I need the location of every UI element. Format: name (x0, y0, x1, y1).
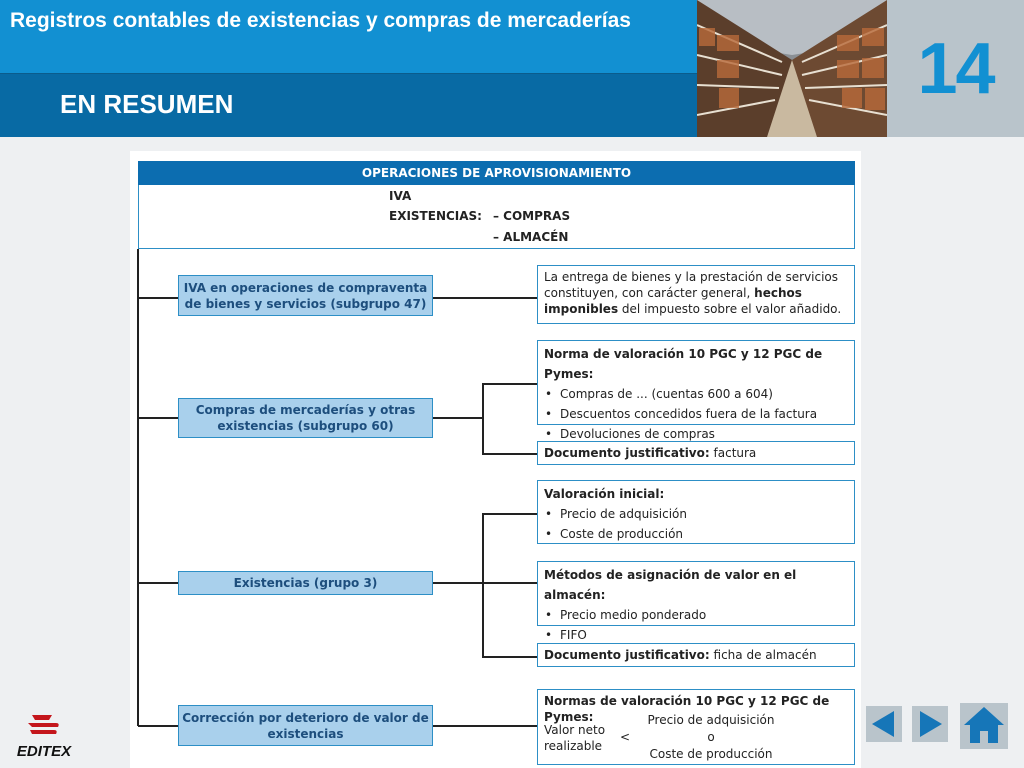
summary-diagram (130, 151, 861, 768)
valoracion-item: • Precio de adquisición (544, 504, 848, 524)
compras-item: • Devoluciones de compras (544, 424, 848, 444)
compras-doc-label: Documento justificativo: (544, 446, 710, 460)
existencias-doc-value: ficha de almacén (713, 648, 817, 662)
existencias-doc-box (537, 643, 855, 667)
o-text: o (707, 730, 715, 744)
valoracion-inicial-box (537, 480, 855, 544)
diagram-title: OPERACIONES DE APROVISIONAMIENTO (138, 161, 855, 185)
metodos-item: • FIFO (544, 625, 848, 645)
connector (138, 297, 180, 299)
slide-subtitle: EN RESUMEN (60, 89, 234, 119)
connector (138, 417, 180, 419)
correccion-normas-title: Normas de valoración 10 PGC y 12 PGC de Pymes: (544, 694, 830, 724)
compras-doc-value: factura (713, 446, 757, 460)
prev-arrow-icon (866, 706, 902, 742)
valor-neto-text: Valor neto realizable (544, 723, 606, 753)
connector (482, 383, 538, 385)
connector (482, 582, 538, 584)
iva-text-pre: La entrega de bienes y la prestación de servicios constituyen, con carácter general, (544, 270, 839, 300)
compras-item: • Descuentos concedidos fuera de la factura (544, 404, 848, 424)
diagram-top-box (138, 185, 855, 249)
existencias-branch-label: Existencias (grupo 3) (178, 571, 433, 595)
home-button[interactable] (960, 703, 1008, 754)
header-title-bar (0, 0, 697, 73)
correccion-normas-box (537, 689, 855, 765)
slide-title: Registros contables de existencias y compras de mercaderías (10, 9, 631, 32)
unit-number-panel (887, 0, 1024, 137)
connector (482, 513, 484, 657)
compras-norma-title: Norma de valoración 10 PGC y 12 PGC de Pymes: (544, 347, 823, 381)
logo-text: EDITEX (16, 743, 72, 760)
compras-branch-label: Compras de mercaderías y otras existencias (subgrupo 60) (178, 398, 433, 438)
top-compras: – COMPRAS (493, 209, 571, 223)
next-slide-button[interactable] (912, 706, 948, 747)
connector (432, 582, 483, 584)
iva-text-bold: hechos imponibles (544, 286, 802, 316)
trunk-line (137, 249, 139, 726)
home-icon (960, 703, 1008, 749)
iva-description-box (537, 265, 855, 324)
top-almacen: – ALMACÉN (493, 230, 569, 244)
connector (138, 582, 180, 584)
prev-slide-button[interactable] (866, 706, 902, 747)
correccion-branch-label: Corrección por deterioro de valor de existencias (178, 705, 433, 746)
connector (482, 656, 538, 658)
metodos-item: • Precio medio ponderado (544, 605, 848, 625)
valoracion-item: • Coste de producción (544, 524, 848, 544)
coste-text: Coste de producción (649, 747, 773, 761)
connector (138, 725, 180, 727)
unit-number: 14 (917, 29, 994, 109)
iva-branch-label: IVA en operaciones de compraventa de bienes y servicios (subgrupo 47) (178, 275, 433, 316)
metodos-box (537, 561, 855, 642)
connector (482, 513, 538, 515)
connector (432, 297, 538, 299)
editex-logo (10, 712, 78, 762)
top-existencias-label: EXISTENCIAS: (389, 209, 482, 223)
metodos-title: Métodos de asignación de valor en el almacén: (544, 568, 797, 602)
existencias-doc-label: Documento justificativo: (544, 648, 710, 662)
iva-text-post: del impuesto sobre el valor añadido. (621, 302, 842, 316)
valoracion-title: Valoración inicial: (544, 487, 665, 501)
connector (432, 725, 538, 727)
next-arrow-icon (912, 706, 948, 742)
precio-text: Precio de adquisición (647, 713, 775, 727)
warehouse-shelves-photo (697, 0, 887, 137)
compras-doc-box (537, 441, 855, 465)
compras-item: • Compras de ... (cuentas 600 a 604) (544, 384, 848, 404)
header-subtitle-bar (0, 73, 697, 137)
compras-norma-box (537, 340, 855, 441)
connector (432, 417, 483, 419)
connector (482, 383, 484, 454)
top-iva: IVA (389, 189, 412, 203)
less-than-sign: < (620, 730, 631, 744)
connector (482, 453, 538, 455)
